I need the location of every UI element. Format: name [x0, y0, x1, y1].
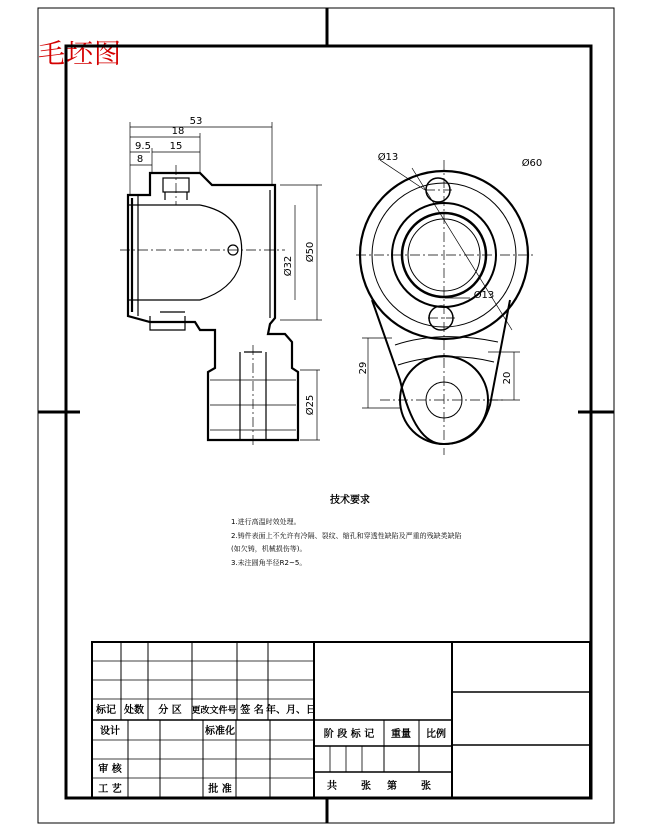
- dim-29: 29: [358, 361, 369, 375]
- label-signature: 签 名: [240, 705, 264, 716]
- dim-53: 53: [189, 116, 203, 127]
- tech-requirement-line: 1.进行高温时效处理。: [231, 518, 301, 526]
- label-approve: 批 准: [208, 784, 232, 795]
- front-view-dimensions: [130, 122, 322, 440]
- label-sheet-unit: 张: [361, 781, 371, 792]
- dim-8: 8: [136, 154, 144, 165]
- label-date: 年、月、日: [266, 705, 316, 716]
- label-count: 处数: [124, 705, 144, 716]
- dim-dia-50: Ø50: [305, 241, 316, 263]
- label-process: 工 艺: [98, 784, 122, 795]
- dim-dia-13-bottom: Ø13: [473, 290, 495, 301]
- dim-dia-32: Ø32: [283, 255, 294, 277]
- label-design: 设计: [100, 726, 120, 737]
- tech-requirements-heading: 技术要求: [330, 495, 370, 506]
- dim-dia-25: Ø25: [305, 394, 316, 416]
- tech-requirement-line: 2.铸件表面上不允许有冷隔、裂纹、缩孔和穿透性缺陷及严重的残缺类缺陷: [231, 532, 462, 540]
- front-view-centerlines: [120, 165, 285, 448]
- label-sheet-no: 第: [387, 781, 397, 792]
- label-review: 审 核: [98, 764, 122, 775]
- tech-requirement-line: 3.未注圆角半径R2~5。: [231, 559, 307, 567]
- tech-requirement-line: (如欠铸，机械损伤等)。: [231, 545, 307, 553]
- page-title: 毛坯图: [38, 39, 122, 70]
- label-stage-mark: 阶 段 标 记: [323, 729, 375, 740]
- title-block: [92, 642, 590, 798]
- label-scale: 比例: [426, 729, 446, 740]
- label-total: 共: [327, 781, 337, 792]
- label-standardization: 标准化: [205, 726, 235, 737]
- label-mark: 标记: [96, 705, 116, 716]
- label-change-doc: 更改文件号: [191, 706, 237, 716]
- border-frame: [66, 46, 591, 798]
- dim-18: 18: [171, 126, 185, 137]
- centering-marks: [38, 8, 614, 823]
- label-weight: 重量: [391, 729, 411, 740]
- dim-20: 20: [502, 371, 513, 385]
- trim-frame: [38, 8, 614, 823]
- dim-dia-13-top: Ø13: [377, 152, 399, 163]
- front-view: [128, 173, 298, 440]
- label-sheet-unit-2: 张: [421, 781, 431, 792]
- dim-15: 15: [169, 141, 183, 152]
- dim-9-5: 9.5: [135, 141, 151, 152]
- label-zone: 分 区: [158, 705, 182, 716]
- dim-dia-60: Ø60: [521, 158, 543, 169]
